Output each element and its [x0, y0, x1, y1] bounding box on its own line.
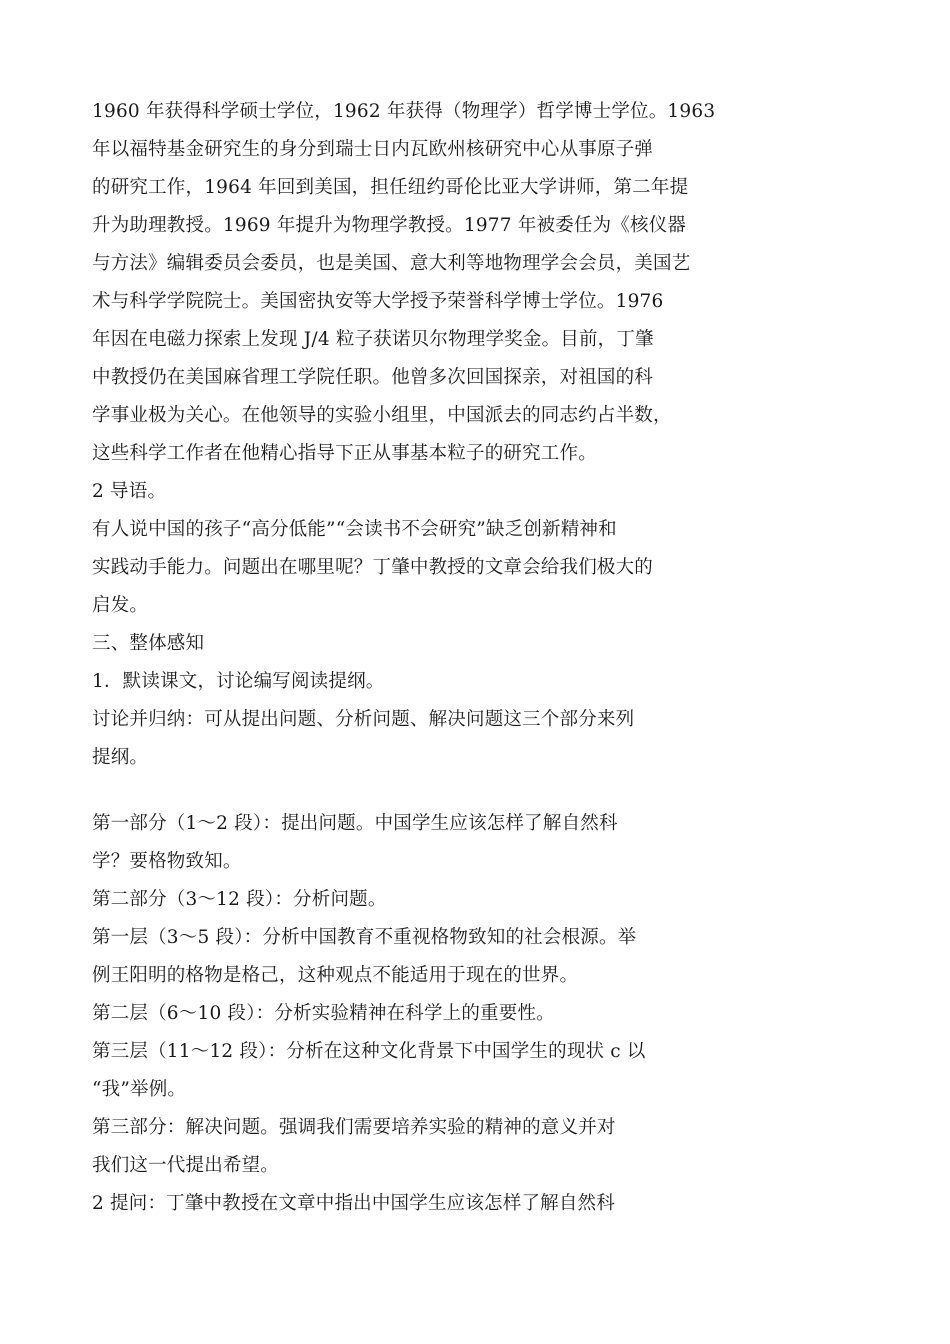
- text-line: 学？要格物致知。: [92, 851, 242, 872]
- section-heading: 2 导语。: [92, 481, 167, 502]
- text-line: 第二层（6～10 段）：分析实验精神在科学上的重要性。: [92, 1003, 555, 1024]
- text-line: “我”举例。: [92, 1079, 187, 1100]
- text-line: 讨论并归纳：可从提出问题、分析问题、解决问题这三个部分来列: [92, 709, 635, 730]
- text-line: 实践动手能力。问题出在哪里呢？丁肇中教授的文章会给我们极大的: [92, 557, 654, 578]
- text-line: 启发。: [92, 595, 149, 616]
- text-line: 中教授仍在美国麻省理工学院任职。他曾多次回国探亲，对祖国的科: [92, 367, 654, 388]
- text-line: 1960 年获得科学硕士学位，1962 年获得（物理学）哲学博士学位。1963: [92, 101, 716, 122]
- text-line: 2 提问：丁肇中教授在文章中指出中国学生应该怎样了解自然科: [92, 1193, 615, 1214]
- section-heading: 三、整体感知: [92, 633, 205, 654]
- text-line: 提纲。: [92, 747, 149, 768]
- text-line: 术与科学学院院士。美国密执安等大学授予荣誉科学博士学位。1976: [92, 291, 664, 312]
- text-line: 第三层（11～12 段）：分析在这种文化背景下中国学生的现状 c 以: [92, 1041, 646, 1062]
- text-line: 第一部分（1～2 段）：提出问题。中国学生应该怎样了解自然科: [92, 813, 618, 834]
- text-line: 升为助理教授。1969 年提升为物理学教授。1977 年被委任为《核仪器: [92, 215, 687, 236]
- text-line: 学事业极为关心。在他领导的实验小组里，中国派去的同志约占半数，: [92, 405, 672, 426]
- text-line: 第二部分（3～12 段）：分析问题。: [92, 889, 387, 910]
- text-line: 我们这一代提出希望。: [92, 1155, 280, 1176]
- text-line: 例王阳明的格物是格己，这种观点不能适用于现在的世界。: [92, 965, 579, 986]
- text-line: 的研究工作，1964 年回到美国，担任纽约哥伦比亚大学讲师，第二年提: [92, 177, 689, 198]
- text-line: 这些科学工作者在他精心指导下正从事基本粒子的研究工作。: [92, 443, 597, 464]
- text-line: 年以福特基金研究生的身分到瑞士日内瓦欧州核研究中心从事原子弹: [92, 139, 654, 160]
- text-line: 年因在电磁力探索上发现 J/4 粒子获诺贝尔物理学奖金。目前，丁肇: [92, 329, 654, 350]
- text-line: 有人说中国的孩子“高分低能”“会读书不会研究”缺乏创新精神和: [92, 519, 617, 540]
- text-line: 与方法》编辑委员会委员，也是美国、意大利等地物理学会会员，美国艺: [92, 253, 691, 274]
- text-line: 第三部分：解决问题。强调我们需要培养实验的精神的意义并对: [92, 1117, 616, 1138]
- text-line: 1．默读课文，讨论编写阅读提纲。: [92, 671, 385, 692]
- text-line: 第一层（3～5 段）：分析中国教育不重视格物致知的社会根源。举: [92, 927, 637, 948]
